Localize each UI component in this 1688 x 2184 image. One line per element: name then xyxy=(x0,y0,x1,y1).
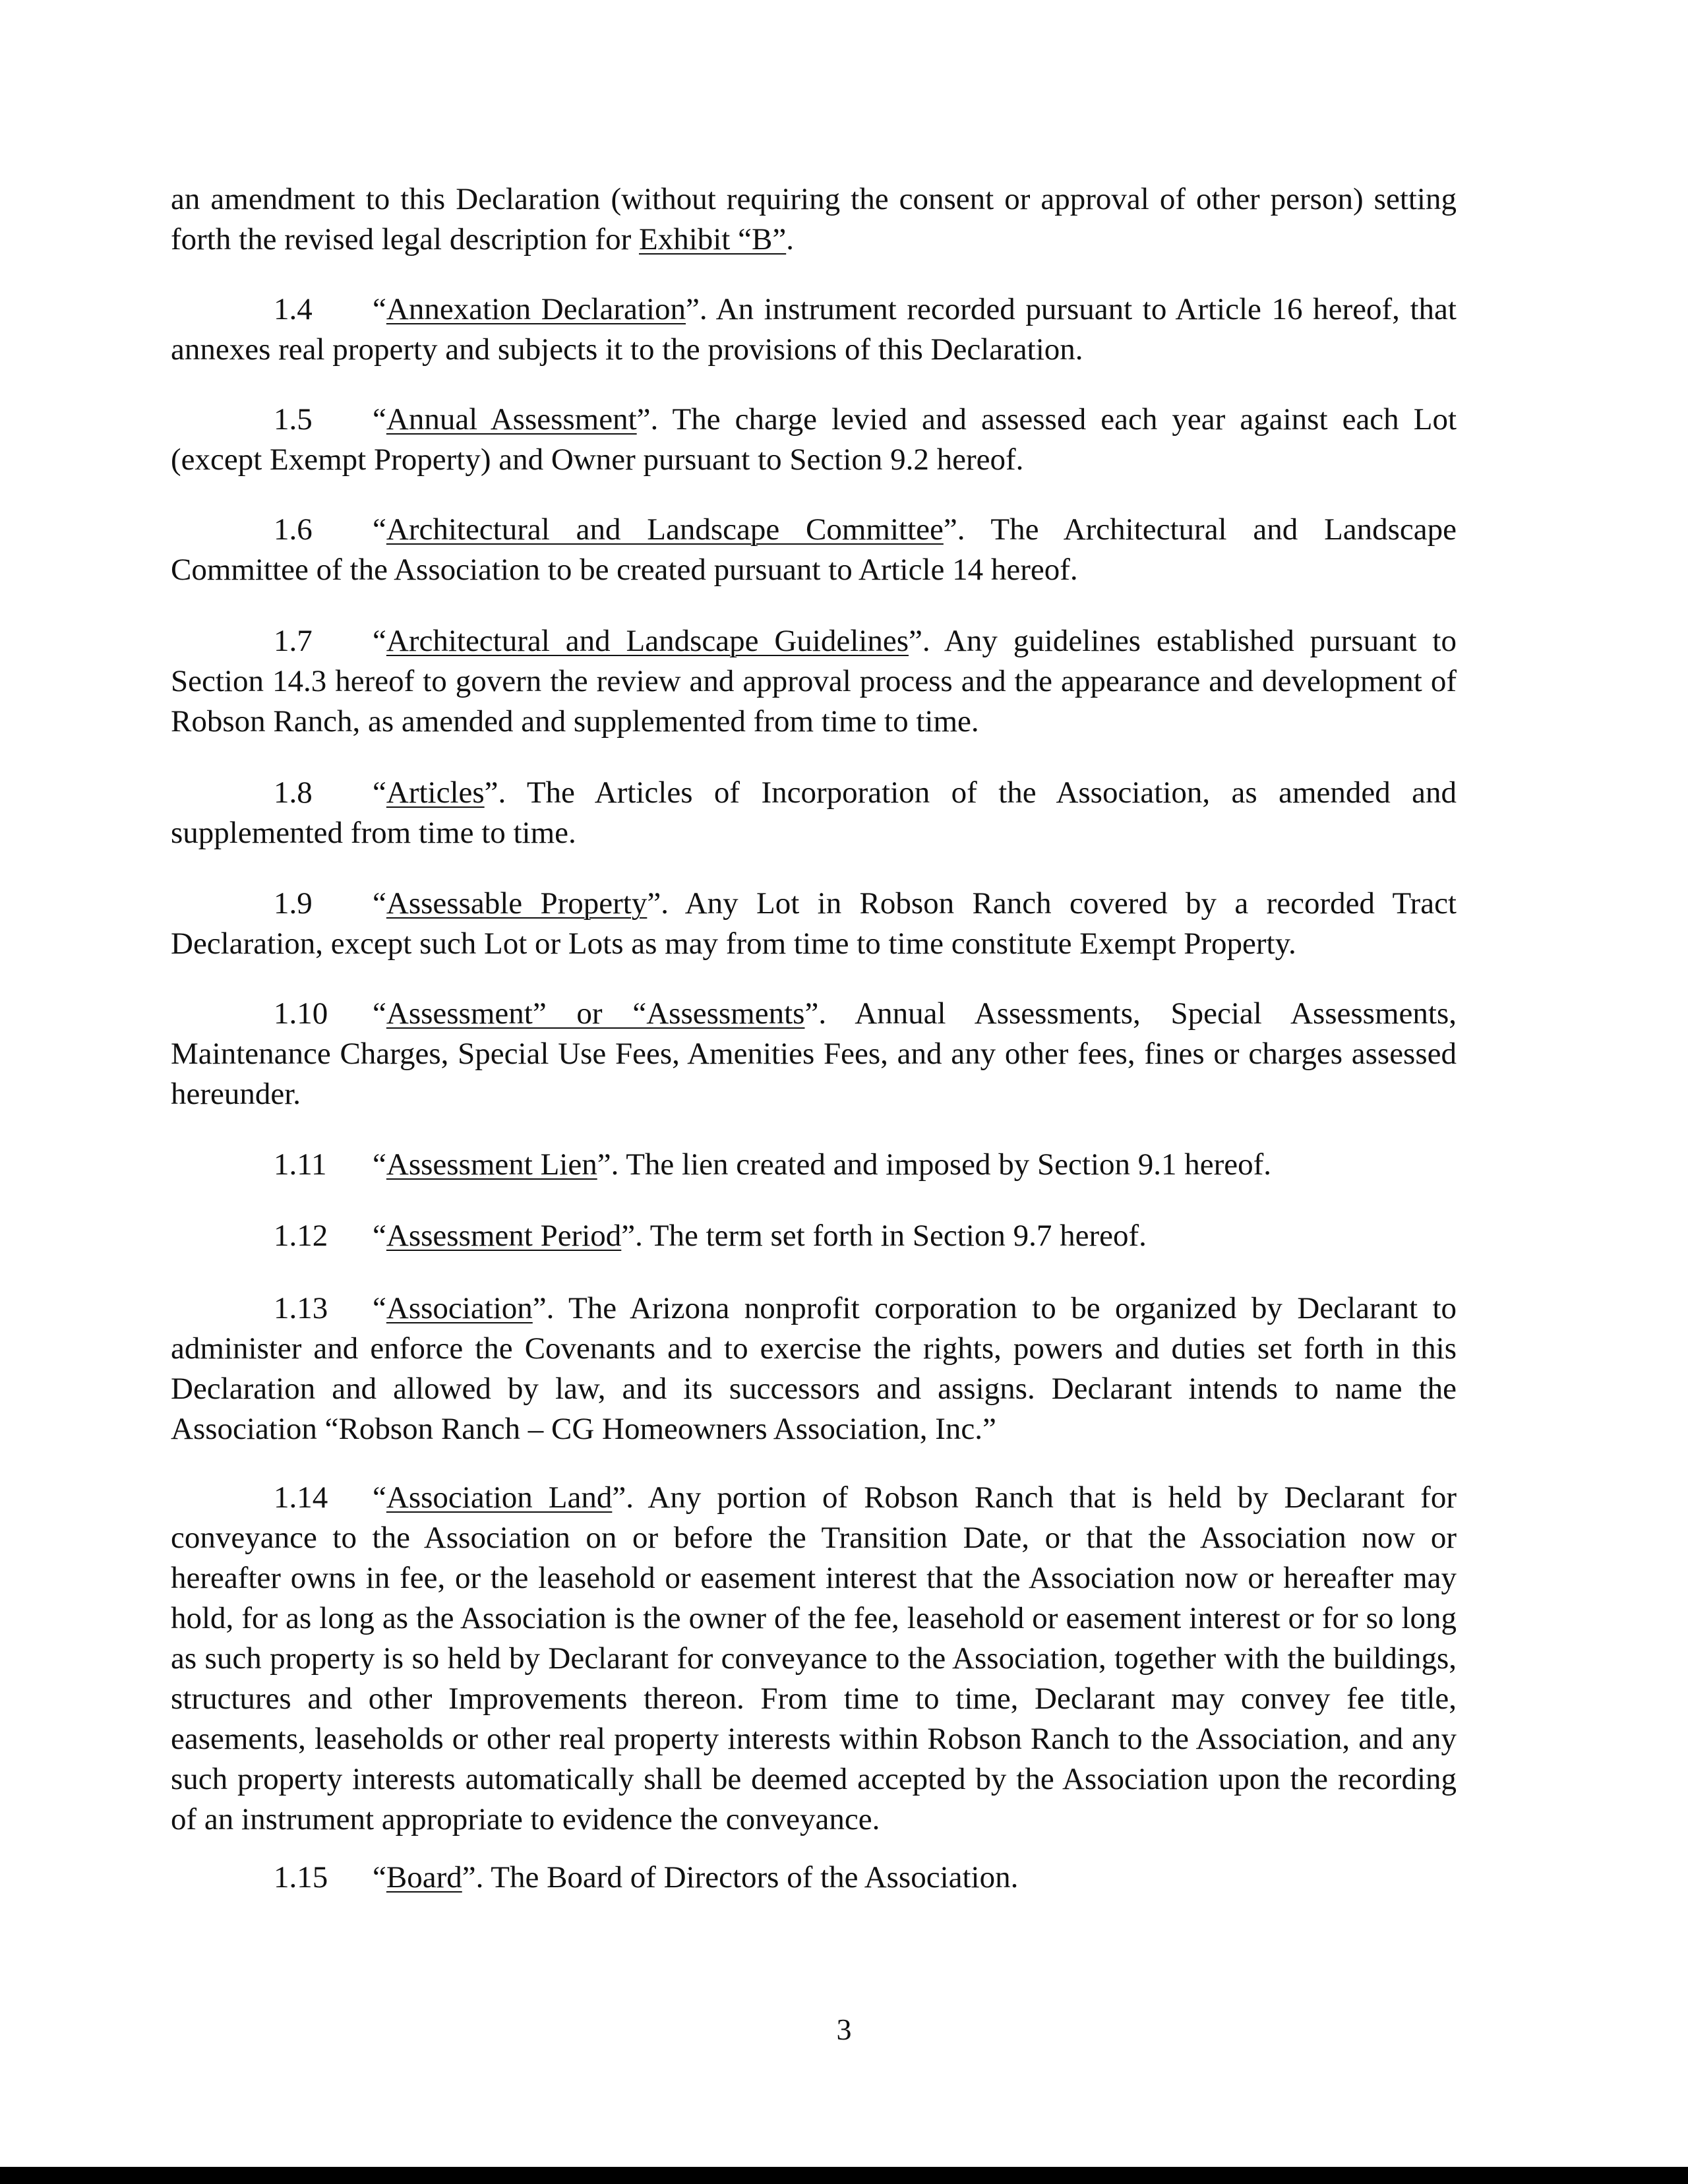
definition-number: 1.8 xyxy=(274,775,313,810)
definition-number: 1.5 xyxy=(274,402,313,437)
definition-number: 1.7 xyxy=(274,624,313,658)
definition-text: The Architectural and Landscape Committee of the Association to be created pursuant to Article 14 hereof. xyxy=(171,512,1457,587)
definition-text: Any portion of Robson Ranch that is held by Declarant for conveyance to the Association on or before the Transition Date, or that the Association now or hereafter owns in fee, or the leasehold or easement interest that the Association now or hereafter may hold, for as long as the Association is the owner of the fee, leasehold or easement interest or for so long as such property is so held by Declarant for conveyance to the Association, together with the buildings, structures and other Improvements thereon. From time to time, Declarant may convey fee title, easements, leaseholds or other real property interests within Robson Ranch to the Association, and any such property interests automatically shall be deemed accepted by the Association upon the recording of an instrument appropriate to evidence the conveyance. xyxy=(171,1480,1457,1836)
definition-1-10: 1.10 “Assessment” or “Assessments”. Annual Assessments, Special Assessments, Maintenance Charges, Special Use Fees, Amenities Fees, and any other fees, fines or charges assessed hereunder. xyxy=(171,994,1457,1114)
page-number: 3 xyxy=(836,2013,852,2046)
definition-text: The Board of Directors of the Association. xyxy=(491,1860,1019,1895)
definition-text: Any guidelines established pursuant to Section 14.3 hereof to govern the review and approval process and the appearance and development of Robson Ranch, as amended and supplemented from time to time. xyxy=(171,624,1457,739)
definition-1-8: 1.8 “Articles”. The Articles of Incorporation of the Association, as amended and supplemented from time to time. xyxy=(171,773,1457,853)
definition-1-11: 1.11 “Assessment Lien”. The lien created and imposed by Section 9.1 hereof. xyxy=(171,1145,1457,1185)
definition-1-6: 1.6 “Architectural and Landscape Committee”. The Architectural and Landscape Committee of the Association to be created pursuant to Article 14 hereof. xyxy=(171,510,1457,590)
definition-1-7: 1.7 “Architectural and Landscape Guidelines”. Any guidelines established pursuant to Section 14.3 hereof to govern the review and approval process and the appearance and development of Robson Ranch, as amended and supplemented from time to time. xyxy=(171,621,1457,742)
defined-term: Annual Assessment xyxy=(386,402,637,437)
definition-1-5: 1.5 “Annual Assessment”. The charge levied and assessed each year against each Lot (except Exempt Property) and Owner pursuant to Section 9.2 hereof. xyxy=(171,400,1457,480)
definition-number: 1.4 xyxy=(274,292,313,326)
definition-text: Any Lot in Robson Ranch covered by a recorded Tract Declaration, except such Lot or Lots as may from time to time constitute Exempt Property. xyxy=(171,886,1457,961)
definition-1-15: 1.15 “Board”. The Board of Directors of the Association. xyxy=(171,1858,1457,1898)
definition-text: The term set forth in Section 9.7 hereof. xyxy=(649,1219,1147,1253)
definition-number: 1.14 xyxy=(274,1480,328,1515)
defined-term: Assessment Period xyxy=(386,1219,622,1253)
defined-term: Assessment” or “Assessments xyxy=(386,996,805,1031)
definition-1-14: 1.14 “Association Land”. Any portion of Robson Ranch that is held by Declarant for conveyance to the Association on or before the Transition Date, or that the Association now or hereafter owns in fee, or the leasehold or easement interest that the Association now or hereafter may hold, for as long as the Association is the owner of the fee, leasehold or easement interest or for so long as such property is so held by Declarant for conveyance to the Association, together with the buildings, structures and other Improvements thereon. From time to time, Declarant may convey fee title, easements, leaseholds or other real property interests within Robson Ranch to the Association, and any such property interests automatically shall be deemed accepted by the Association upon the recording of an instrument appropriate to evidence the conveyance. xyxy=(171,1478,1457,1840)
definition-number: 1.10 xyxy=(274,996,328,1031)
defined-term: Architectural and Landscape Guidelines xyxy=(386,624,909,658)
defined-term: Articles xyxy=(386,775,485,810)
definition-number: 1.13 xyxy=(274,1291,328,1325)
definition-text: The Articles of Incorporation of the Association, as amended and supplemented from time to time. xyxy=(171,775,1457,850)
definition-text: The Arizona nonprofit corporation to be organized by Declarant to administer and enforce the Covenants and to exercise the rights, powers and duties set forth in this Declaration and allowed by law, and its successors and assigns. Declarant intends to name the Association “Robson Ranch – CG Homeowners Association, Inc.” xyxy=(171,1291,1457,1446)
defined-term: Assessable Property xyxy=(386,886,648,921)
defined-term: Architectural and Landscape Committee xyxy=(386,512,944,547)
definition-text: An instrument recorded pursuant to Article 16 hereof, that annexes real property and subjects it to the provisions of this Declaration. xyxy=(171,292,1457,367)
definition-number: 1.6 xyxy=(274,512,313,547)
definition-1-9: 1.9 “Assessable Property”. Any Lot in Robson Ranch covered by a recorded Tract Declaration, except such Lot or Lots as may from time to time constitute Exempt Property. xyxy=(171,884,1457,964)
definition-number: 1.9 xyxy=(274,886,313,921)
definition-number: 1.15 xyxy=(274,1860,328,1895)
definition-text: The charge levied and assessed each year against each Lot (except Exempt Property) and Owner pursuant to Section 9.2 hereof. xyxy=(171,402,1457,477)
definition-1-13: 1.13 “Association”. The Arizona nonprofit corporation to be organized by Declarant to administer and enforce the Covenants and to exercise the rights, powers and duties set forth in this Declaration and allowed by law, and its successors and assigns. Declarant intends to name the Association “Robson Ranch – CG Homeowners Association, Inc.” xyxy=(171,1289,1457,1449)
exhibit-b-reference: Exhibit “B” xyxy=(638,222,787,257)
intro-text-after: . xyxy=(786,222,794,257)
defined-term: Association xyxy=(386,1291,533,1325)
defined-term: Association Land xyxy=(386,1480,613,1515)
intro-paragraph xyxy=(171,179,1457,260)
defined-term: Assessment Lien xyxy=(386,1147,597,1182)
defined-term: Board xyxy=(386,1860,462,1895)
intro-text-before: an amendment to this Declaration (without requiring the consent or approval of other person) setting forth the revised legal description for xyxy=(171,182,1457,257)
definition-1-12: 1.12 “Assessment Period”. The term set forth in Section 9.7 hereof. xyxy=(171,1216,1457,1256)
defined-term: Annexation Declaration xyxy=(386,292,686,326)
definition-number: 1.12 xyxy=(274,1219,328,1253)
definition-number: 1.11 xyxy=(274,1147,327,1182)
scan-bottom-border xyxy=(0,2167,1688,2184)
definition-1-4: 1.4 “Annexation Declaration”. An instrument recorded pursuant to Article 16 hereof, that annexes real property and subjects it to the provisions of this Declaration. xyxy=(171,289,1457,370)
definition-text: Annual Assessments, Special Assessments, Maintenance Charges, Special Use Fees, Amenities Fees, and any other fees, fines or charges assessed hereunder. xyxy=(171,996,1457,1111)
definition-text: The lien created and imposed by Section 9.1 hereof. xyxy=(626,1147,1272,1182)
